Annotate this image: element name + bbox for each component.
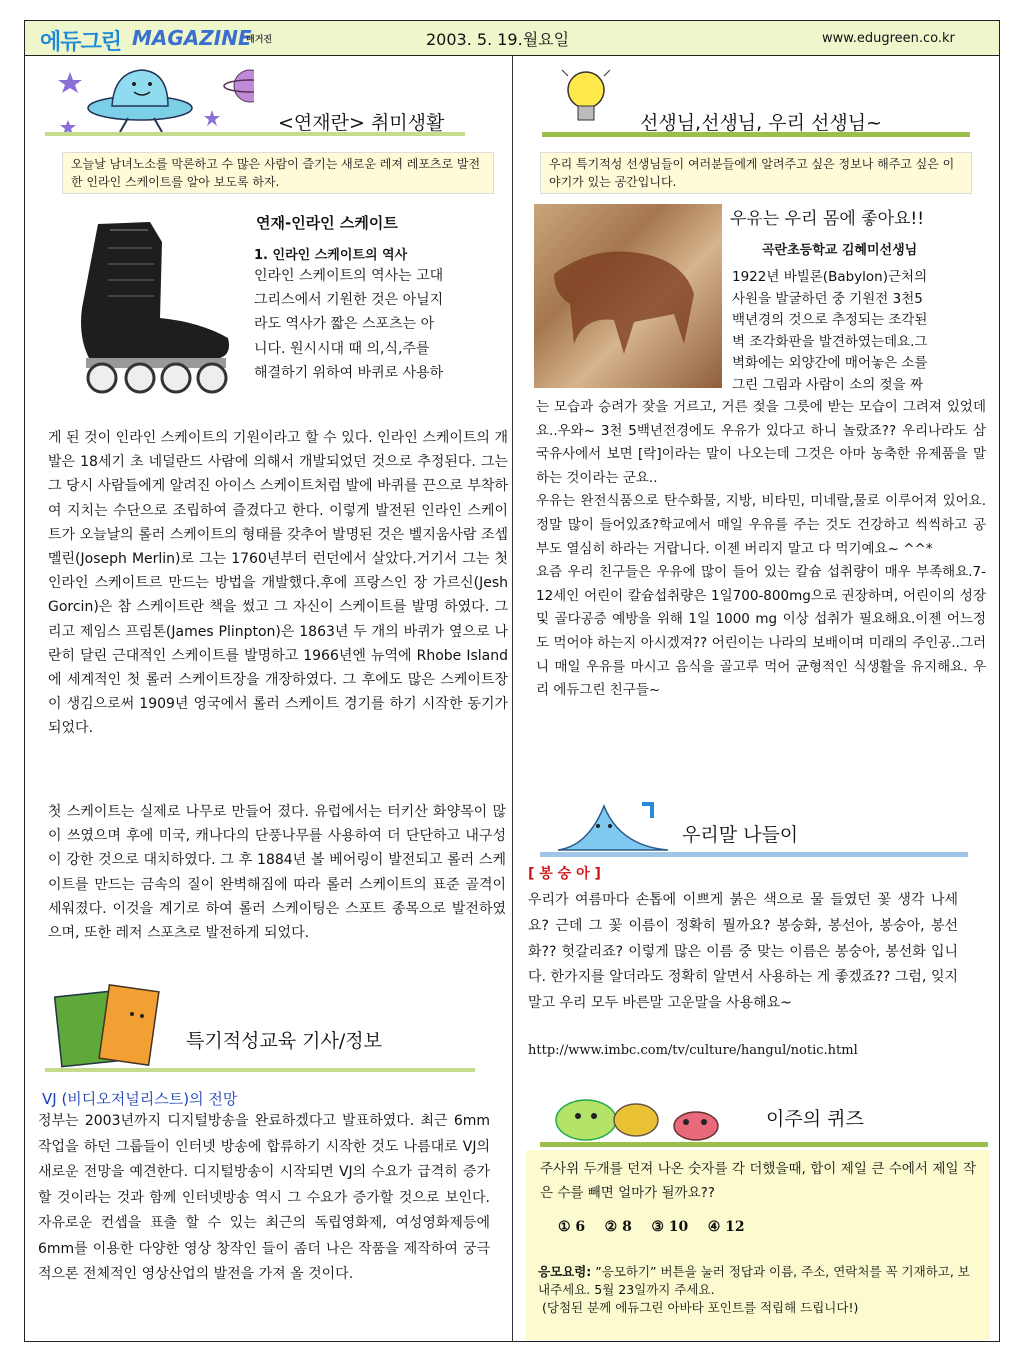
teacher-body [536,396,986,703]
teacher-section-title: 선생님,선생님, 우리 선생님~ [640,112,882,134]
hobby-line: 인라인 스케이트의 역사는 고대 [254,268,444,284]
hobby-para1-rest: 게 된 것이 인라인 스케이트의 기원이라고 할 수 있다. 인라인 스케이트의 개발은 18세기 초 네덜란드 사람에 의해서 개발되었던 것으로 추정된다. 그는 그 당시 사람들에게 알려진 아이스 스케이트처럼 발에 바퀴를 끈으로 부착하여 지치는 수단으로 조립하여 즐겼다고 한다. 이렇게 발전된 인라인 스케이트가 오늘날의 롤러 스케이트의 형태를 갖추어 발명된 것은 벨지움사람 조셉 멜린(Joseph Merlin)로 그는 1760년부터 런던에서 살았다.거기서 그는 첫 인라인 스케이트르 만드는 방법을 개발했다.후에 프랑스인 장 가르신(Jesh Gorcin)은 참 스케이트란 책을 썼고 그 자신이 스케이트를 발명 하였다. 그리고 제임스 프림톤(James Plinpton)은 1863년 두 개의 바퀴가 옆으로 나란히 달린 근대적인 스케이트를 발명하고 1966년엔 뉴역에 Rhobe Island에 세계적인 첫 롤러 스케이트장을 개장하였다. 그 후에도 많은 스케이트장이 생김으로써 1909년 영국에서 롤러 스케이트 경기를 하기 시작한 동기가 되었다. [48,430,508,737]
apply-text: ”응모하기” 버튼을 눌러 정답과 이름, 주소, 연락처를 꼭 기재하고, 보내주세요. 5월 23일까지 주세요. [538,1264,970,1297]
quiz-apply [538,1263,978,1317]
korean-tag: [ 봉 숭 아 ] [528,866,601,882]
section-bar-quiz [540,1142,988,1147]
hobby-line: 해결하기 위하여 바퀴로 사용하 [254,364,444,381]
brand-logo[interactable]: 에듀그린 [40,30,122,55]
teacher-line: 사원을 발굴하던 중 기원전 3천5 [732,290,923,307]
quiz-options[interactable]: ① 6 ② 8 ③ 10 ④ 12 [558,1219,745,1235]
korean-link[interactable]: http://www.imbc.com/tv/culture/hangul/notic.html [528,1043,858,1058]
korean-section-title: 우리말 나들이 [682,824,799,846]
teacher-para: 는 모습과 승려가 잦을 거르고, 거른 젖을 그릇에 받는 모습이 그려져 있었데요..우와~ 3천 5백년전경에도 우유가 있다고 하니 놀랐죠?? 우리나라도 삼국유사에서 보면 [락]이라는 말이 나오는데 그것은 아마 농축한 유제품을 말하는 것이라는 군요.. [536,399,986,486]
teacher-para: 우유는 완전식품으로 탄수화물, 지방, 비타민, 미네랄,물로 이루어져 있어요.정말 많이 들어있죠?학교에서 매일 우유를 주는 것도 건강하고 씩씩하고 공부도 열심히 하라는 거랍니다. 이젠 버리지 말고 다 먹기예요~ ^^* [536,493,986,557]
teacher-line: 벽 조각화판을 발견하였는데요.그 [732,333,928,350]
series-title: 연재-인라인 스케이트 [256,214,398,232]
hobby-para2: 첫 스케이트는 실제로 나무로 만들어 졌다. 유럽에서는 터키산 화양목이 많이 쓰였으며 후에 미국, 캐나다의 단풍나무를 사용하여 더 단단하고 내구성이 강한 것으로 대치하였다. 그 후 1884년 볼 베어링이 발전되고 롤러 스케이트를 만드는 금속의 질이 완벽해짐에 따라 롤러 스케이트의 표준 골격이 세워졌다. 이것을 계기로 하여 롤러 스케이팅은 스포트 종목으로 발전하였으며, 또한 레저 스포츠로 발전하게 되었다. [48,804,506,942]
teacher-headline: 우유는 우리 몸에 좋아요!! [730,209,925,229]
news-headline: VJ (비디오저널리스트)의 전망 [42,1090,238,1108]
lightbulb-icon [556,64,616,134]
teacher-para-short [732,267,986,396]
bugs-illustration [546,1090,746,1144]
section-bar-news [45,1068,475,1072]
books-illustration [54,980,174,1070]
teacher-line: 백년경의 것으로 추정되는 조각된 [732,312,928,328]
teacher-line: 벽화에는 외양간에 매어놓은 소를 [732,355,928,371]
hobby-subheading: 1. 인라인 스케이트의 역사 [254,248,408,263]
news-body: 정부는 2003년까지 디지털방송을 완료하겠다고 발표하였다. 최근 6mm작업을 하던 그룹들이 인터넷 방송에 합류하기 시작한 것도 나름대로 VJ의 새로운 전망을 예견한다. 디지털방송이 시작되면 VJ의 수요가 급격히 증가할 것이라는 것과 함께 인터넷방송 역시 그 수요가 증가할 것으로 보인다. 자유로운 컨셉을 표출 할 수 있는 최근의 독립영화제, 여성영화제등에 6mm를 이용한 다양한 영상 창작인 들이 좀더 나은 작품을 제작하여 궁극적으론 전체적인 영상산업의 발전을 가져 올 것이다. [38,1113,490,1282]
cave-painting-image [534,204,722,388]
news-section-title: 특기적성교육 기사/정보 [186,1030,382,1052]
hobby-intro: 오늘날 남녀노소를 막론하고 수 많은 사람이 즐기는 새로운 레져 레포츠로 발전한 인라인 스케이트를 알아 보도록 하자. [62,152,494,194]
quiz-question: 주사위 두개를 던져 나온 숫자를 각 더했을때, 합이 제일 큰 수에서 제일 작은 수를 빼면 얼마가 될까요?? [540,1161,976,1201]
apply-label: 응모요령: [538,1264,592,1279]
apply-note: (당첨된 분께 에듀그린 아바타 포인트를 적립해 드립니다!) [542,1300,859,1315]
quiz-section-title: 이주의 퀴즈 [766,1108,864,1130]
hobby-line: 니다. 원시시대 때 의,식,주를 [254,340,430,357]
korean-body: 우리가 여름마다 손톱에 이쁘게 붉은 색으로 물 들였던 꽃 생각 나세요? 근데 그 꽃 이름이 정확히 뭘까요? 봉숭화, 봉선아, 봉숭아, 봉선화?? 헛갈리죠? 이렇게 많은 이름 중 맞는 이름은 봉숭아, 봉선화 입니다. 한가지를 알더라도 정확히 알면서 사용하는 게 좋겠죠?? 그럼, 잊지 말고 우리 모두 바른말 고운말을 사용해요~ [528,892,958,1012]
brand-magazine: MAGAZINE [132,26,252,50]
teacher-line: 그린 그림과 사람이 소의 젖을 짜 [732,376,923,393]
teacher-intro: 우리 특기적성 선생님들이 여러분들에게 알려주고 싶은 정보나 해주고 싶은 이야기가 있는 공간입니다. [540,152,972,194]
inline-skate-image [50,218,240,398]
teacher-byline: 곡란초등학교 김혜미선생님 [762,243,918,258]
hobby-line: 라도 역사가 짧은 스포츠는 아 [254,316,435,333]
teacher-line: 1922년 바빌론(Babylon)근처의 [732,269,928,285]
hobby-section-title: <연재란> 취미생활 [278,112,445,134]
brand-sub: 매거진 [246,35,273,45]
mascot-illustration [548,796,688,856]
teacher-para: 요즘 우리 친구들은 우유에 많이 들어 있는 칼슘 섭취량이 매우 부족해요.7-12세인 어린이 칼슘섭취량은 1일700-800mg으로 권장하며, 어린이의 성장 및 골다공증 예방을 위해 1일 1000 mg 이상 섭취가 필요해요.이젠 어느정도 먹어야 하는지 아시겠져?? 어린이는 나라의 보배이며 미래의 주인공..그러니 매일 우유를 마시고 음식을 골고루 먹어 균형적인 식생활을 유지해요. 우리 에듀그린 친구들~ [536,564,986,699]
hobby-line: 그리스에서 기원한 것은 아닐지 [254,292,444,309]
column-divider [512,56,513,1342]
site-url[interactable]: www.edugreen.co.kr [822,31,955,46]
section-bar-korean [540,852,968,857]
hobby-para1-short [254,264,498,385]
issue-date: 2003. 5. 19.월요일 [426,30,570,49]
